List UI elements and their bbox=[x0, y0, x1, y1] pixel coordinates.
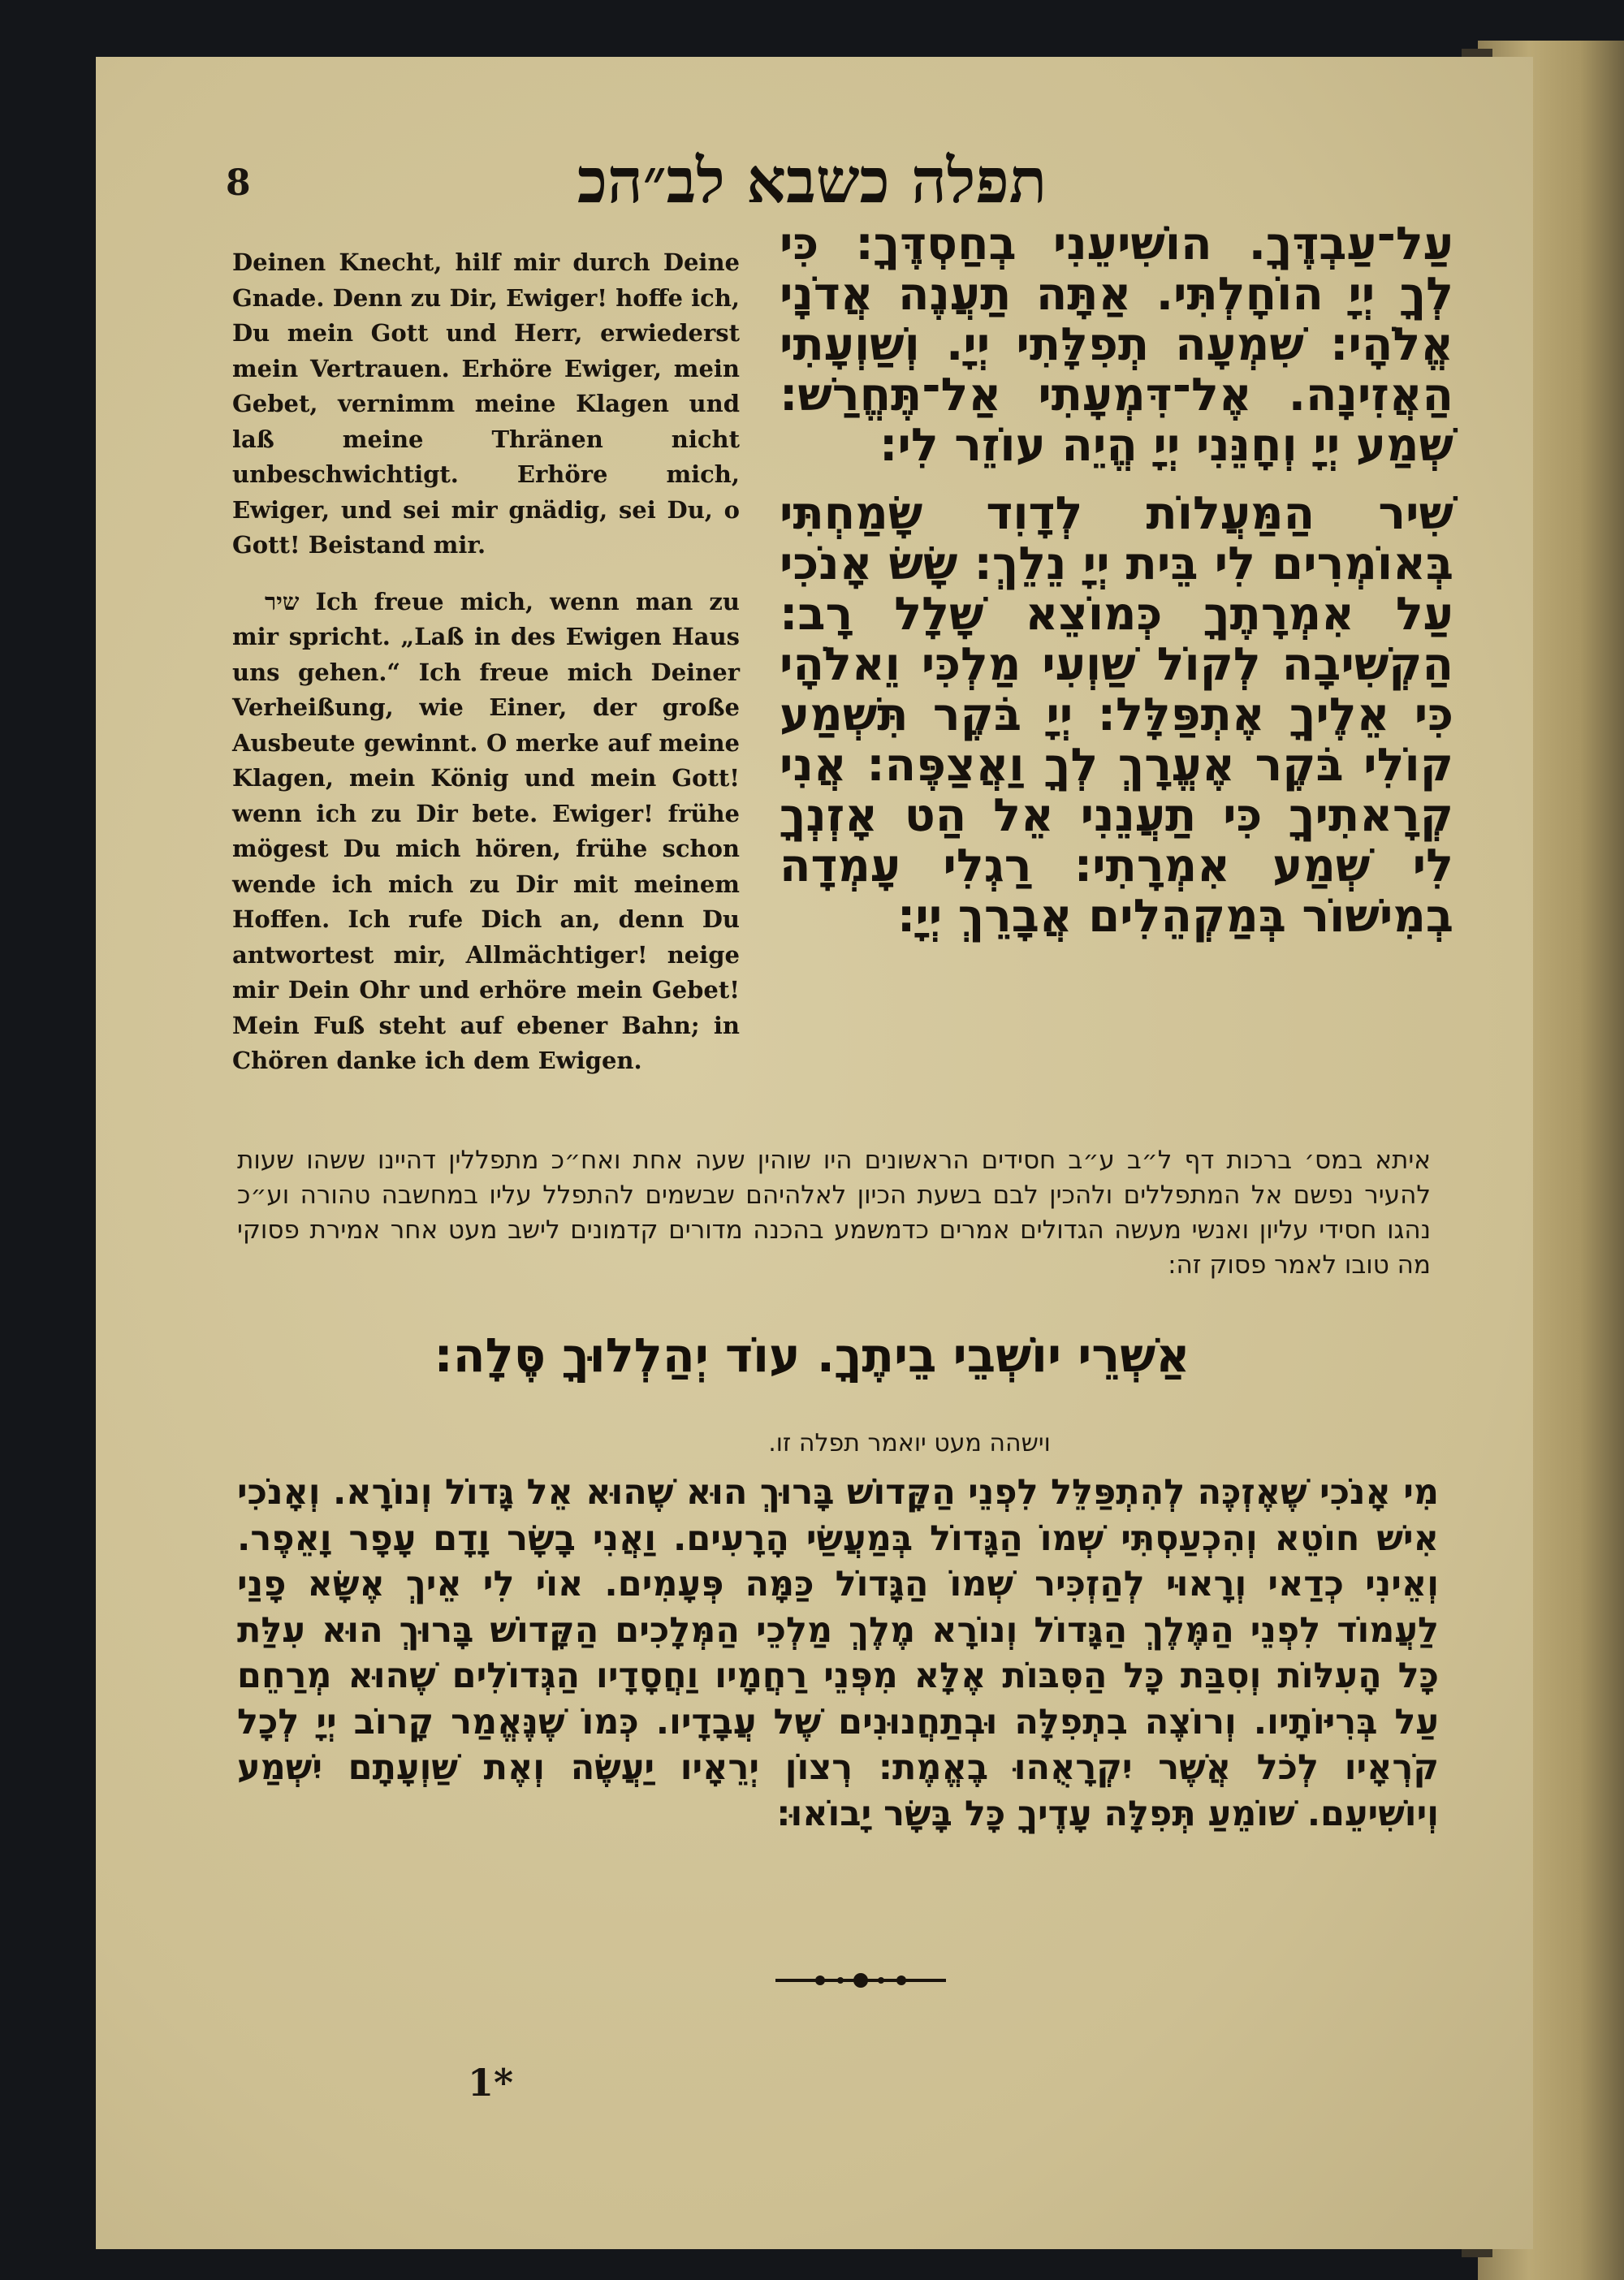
prayer-subheading: וישהה מעט יואמר תפלה זו. bbox=[768, 1429, 1051, 1457]
german-paragraph-1: Deinen Knecht, hilf mir durch Deine Gnade. Denn zu Dir, Ewiger! hoffe ich, Du mein Gott und Herr, erwiederst mein Vertrauen. Erhöre Ewiger, mein Gebet, vernimm meine Klagen und laß meine Thränen nicht unbeschwichtigt. Erhöre mich, Ewiger, und sei mir gnädig, sei Du, o Gott! Beistand mir. bbox=[232, 248, 740, 559]
instruction-note: איתא במס׳ ברכות דף ל״ב ע״ב חסידים הראשונים היו שוהין שעה אחת ואח״כ מתפללין דהיינו ששהו שעות להעיר נפשם אל המתפללים ולהכין לבם בשעת הכיון לאלהיהם שבשמים להתפלל עליו במחשבה טהורה וע״כ נהגו חסידי עליון ואנשי מעשה הגדולים אמרים כדמשמע בהכנה מדורים קדמונים לישב מעט אחר אמירת פסוקי מה טובו לאמר פסוק זה: bbox=[237, 1146, 1431, 1280]
prayer-text: מִי אָנֹכִי שֶׁאֶזְכֶּה לְהִתְפַּלֵּל לִפְנֵי הַקָּדוֹשׁ בָּרוּךְ הוּא שֶׁהוּא אֵל גָּדוֹל וְנוֹרָא. וְאָנֹכִי אִישׁ חוֹטֵא וְהִכְעַסְתִּי שְׁמוֹ הַגָּדוֹל בְּמַעֲשַׂי הָרָעִים. וַאֲנִי בָשָׂר וָדָם עָפָר וָאֵפֶר. וְאֵינִי כְדַאי וְרָאוּי לְהַזְכִּיר שְׁמוֹ הַגָּדוֹל כַּמָּה פְּעָמִים. אוֹי לִי אֵיךְ אֶשָּׂא פָנַי לַעֲמוֹד לִפְנֵי הַמֶּלֶךְ הַגָּדוֹל וְנוֹרָא מֶלֶךְ מַלְכֵי הַמְּלָכִים הַקָּדוֹשׁ בָּרוּךְ הוּא עִלַּת כָּל הָעִלּוֹת וְסִבַּת כָּל הַסִּבּוֹת אֶלָּא מִפְּנֵי רַחֲמָיו וַחֲסָדָיו הַגְּדוֹלִים שֶׁהוּא מְרַחֵם עַל בְּרִיּוֹתָיו. וְרוֹצֶה בִתְפִלָּה וּבְתַחֲנוּנִים שֶׁל עֲבָדָיו. כְּמוֹ שֶׁנֶּאֱמַר קָרוֹב יְיָ לְכָל קֹרְאָיו לְכֹל אֲשֶׁר יִקְרָאֻהוּ בֶאֱמֶת: רְצוֹן יְרֵאָיו יַעֲשֶׂה וְאֶת שַׁוְעָתָם יִשְׁמַע וְיוֹשִׁיעֵם. שׁוֹמֵעַ תְּפִלָּה עָדֶיךָ כָּל בָּשָׂר יָבוֹאוּ: bbox=[237, 1472, 1439, 1834]
hebrew-paragraph-2: שִׁיר הַמַּעֲלוֹת לְדָוִד שָׂמַחְתִּי בְּאוֹמְרִים לִי בֵּית יְיָ נֵלֵךְ: שָׂשׂ אָנֹכִי עַל אִמְרָתֶךָ כְּמוֹצֵא שָׁלָל רָב: הַקְשִׁיבָה לְקוֹל שַׁוְעִי מַלְכִּי וֵאלֹהָי כִּי אֵלֶיךָ אֶתְפַּלָּל: יְיָ בֹּקֶר תִּשְׁמַע קוֹלִי בֹּקֶר אֶעֱרָךְ לְךָ וַאֲצַפֶּה: אֲנִי קְרָאתִיךָ כִּי תַעֲנֵנִי אֵל הַט אָזְנְךָ לִי שְׁמַע אִמְרָתִי: רַגְלִי עָמְדָה בְמִישׁוֹר בְּמַקְהֵלִים אֲבָרֵךְ יְיָ: bbox=[780, 487, 1453, 943]
german-paragraph-2: שיר Ich freue mich, wenn man zu mir spricht. „Laß in des Ewigen Haus uns gehen.“ Ich freue mich Deiner Verheißung, wie Einer, der große Ausbeute gewinnt. O merke auf meine Klagen, mein König und mein Gott! wenn ich zu Dir bete. Ewiger! frühe mögest Du mich hören, frühe schon wende ich mich zu Dir mit meinem Hoffen. Ich rufe Dich an, denn Du antwortest mir, Allmächtiger! neige mir Dein Ohr und erhöre mein Gebet! Mein Fuß steht auf ebener Bahn; in Chören danke ich dem Ewigen. bbox=[232, 587, 740, 1074]
signature-mark: 1* bbox=[468, 2061, 514, 2105]
running-title: תפלה כשבא לב״הכ bbox=[577, 145, 1047, 217]
ornament-divider-icon bbox=[771, 1968, 950, 1993]
ashrei-verse: אַשְׁרֵי יוֹשְׁבֵי בֵיתֶךָ. עוֹד יְהַלְלוּךָ סֶּלָה: bbox=[434, 1328, 1190, 1383]
hebrew-paragraph-1: עַל־עַבְדֶּךָ. הוֹשִׁיעֵנִי בְחַסְדֶּךָ: כִּי לְךָ יְיָ הוֹחָלְתִּי. אַתָּה תַעֲנֶה אֲדֹנָי אֱלֹהָי: שִׁמְעָה תְפִלָּתִי יְיָ. וְשַׁוְעָתִי הַאֲזִינָה. אֶל־דִּמְעָתִי אַל־תֶּחֱרַשׁ: שְׁמַע יְיָ וְחָנֵּנִי יְיָ הֱיֵה עוֹזֵר לִי: bbox=[780, 218, 1453, 472]
page-number: 8 bbox=[226, 162, 251, 204]
hebrew-column bbox=[780, 219, 1453, 960]
german-translation-column bbox=[232, 245, 740, 1100]
